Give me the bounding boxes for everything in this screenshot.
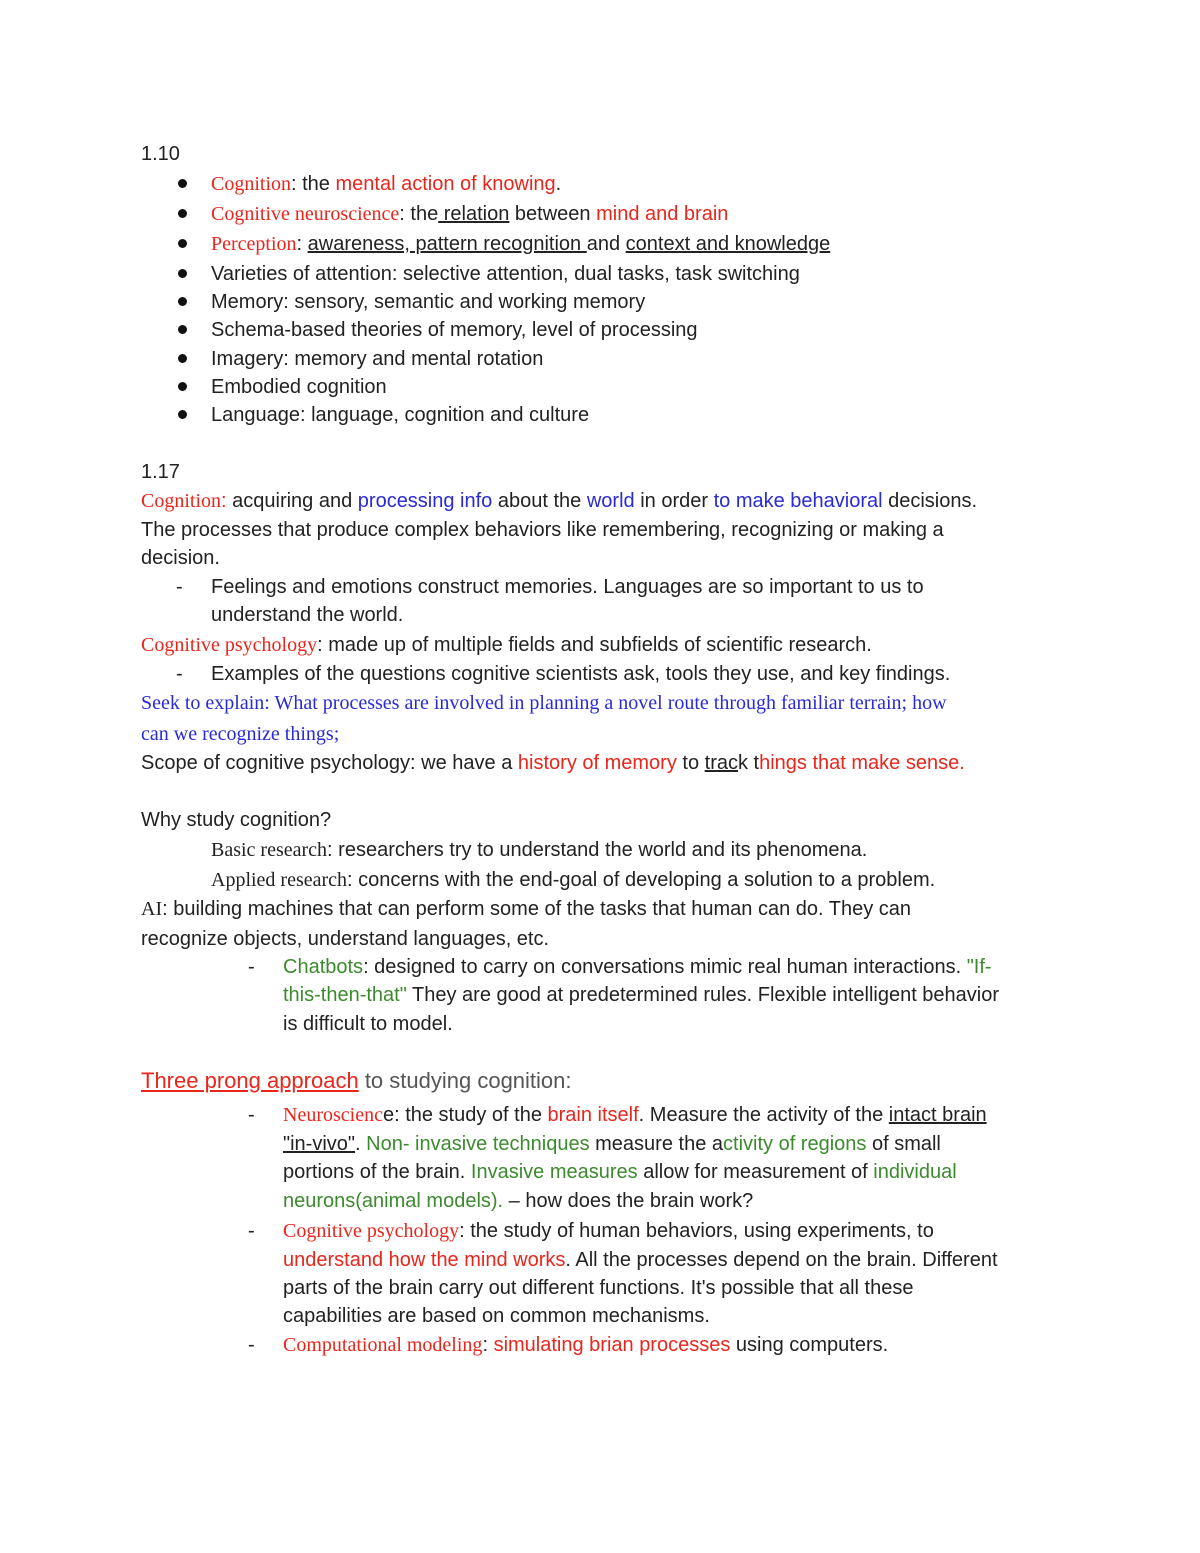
ai-line-2: recognize objects, understand languages, etc. xyxy=(141,928,550,950)
dash-icon: - xyxy=(248,1220,255,1242)
bullet-cognitive-neuroscience: Cognitive neuroscience: the relation between mind and brain xyxy=(211,203,729,225)
paragraph-processes: The processes that produce complex behaviors like remembering, recognizing or making a xyxy=(141,519,944,541)
dash-icon: - xyxy=(248,1334,255,1356)
dash-icon: - xyxy=(248,1104,255,1126)
bullet-icon xyxy=(178,354,187,363)
paragraph-decision: decision. xyxy=(141,547,220,569)
neuroscience-line-3: portions of the brain. Invasive measures allow for measurement of individual xyxy=(283,1161,957,1183)
bullet-icon xyxy=(178,209,187,218)
ai-line-1: AI: building machines that can perform some of the tasks that human can do. They can xyxy=(141,898,912,920)
bullet-icon xyxy=(178,239,187,248)
bullet-icon xyxy=(178,179,187,188)
bullet-memory: Memory: sensory, semantic and working memory xyxy=(211,291,646,313)
cognitive-psychology-line-3: parts of the brain carry out different functions. It's possible that all these xyxy=(283,1277,914,1299)
bullet-language: Language: language, cognition and culture xyxy=(211,404,590,426)
bullet-icon xyxy=(178,269,187,278)
dash-icon: - xyxy=(248,956,255,978)
section-heading-1-17: 1.17 xyxy=(141,461,180,483)
chatbots-line-2: this-then-that" They are good at predetermined rules. Flexible intelligent behavior xyxy=(283,984,1000,1006)
bullet-attention: Varieties of attention: selective attention, dual tasks, task switching xyxy=(211,263,800,285)
dash-item-feelings-cont: understand the world. xyxy=(211,604,404,626)
basic-research-line: Basic research: researchers try to understand the world and its phenomena. xyxy=(211,839,868,861)
paragraph-cognition: Cognition: acquiring and processing info about the world in order to make behavioral decisions. xyxy=(141,490,978,512)
dash-item-feelings: Feelings and emotions construct memories. Languages are so important to us to xyxy=(211,576,924,598)
dash-icon: - xyxy=(176,663,183,685)
bullet-cognition: Cognition: the mental action of knowing. xyxy=(211,173,562,195)
bullet-schema: Schema-based theories of memory, level of processing xyxy=(211,319,698,341)
bullet-icon xyxy=(178,410,187,419)
cognitive-psychology-line-4: capabilities are based on common mechanisms. xyxy=(283,1305,710,1327)
neuroscience-line-1: Neuroscience: the study of the brain itself. Measure the activity of the intact brain xyxy=(283,1104,987,1126)
why-study-heading: Why study cognition? xyxy=(141,809,332,831)
bullet-perception: Perception: awareness, pattern recognition and context and knowledge xyxy=(211,233,831,255)
chatbots-line-1: Chatbots: designed to carry on conversations mimic real human interactions. "If- xyxy=(283,956,992,978)
neuroscience-line-4: neurons(animal models). – how does the brain work? xyxy=(283,1190,754,1212)
neuroscience-line-2: "in-vivo". Non- invasive techniques measure the activity of regions of small xyxy=(283,1133,941,1155)
section-heading-1-10: 1.10 xyxy=(141,143,180,165)
bullet-icon xyxy=(178,325,187,334)
three-prong-heading: Three prong approach to studying cognition: xyxy=(141,1068,572,1093)
computational-modeling-line: Computational modeling: simulating brian processes using computers. xyxy=(283,1334,889,1356)
paragraph-scope: Scope of cognitive psychology: we have a history of memory to track things that make sense. xyxy=(141,752,965,774)
chatbots-line-3: is difficult to model. xyxy=(283,1013,453,1035)
bullet-imagery: Imagery: memory and mental rotation xyxy=(211,348,544,370)
cognitive-psychology-line-2: understand how the mind works. All the processes depend on the brain. Different xyxy=(283,1249,998,1271)
seek-to-explain-line-2: can we recognize things; xyxy=(141,723,340,745)
seek-to-explain-line-1: Seek to explain: What processes are involved in planning a novel route through familiar terrain; how xyxy=(141,692,947,714)
paragraph-cognitive-psychology: Cognitive psychology: made up of multiple fields and subfields of scientific research. xyxy=(141,634,872,656)
bullet-icon xyxy=(178,297,187,306)
cognitive-psychology-line-1: Cognitive psychology: the study of human behaviors, using experiments, to xyxy=(283,1220,934,1242)
dash-icon: - xyxy=(176,576,183,598)
dash-item-examples: Examples of the questions cognitive scientists ask, tools they use, and key findings. xyxy=(211,663,951,685)
bullet-embodied: Embodied cognition xyxy=(211,376,387,398)
applied-research-line: Applied research: concerns with the end-goal of developing a solution to a problem. xyxy=(211,869,936,891)
bullet-icon xyxy=(178,382,187,391)
